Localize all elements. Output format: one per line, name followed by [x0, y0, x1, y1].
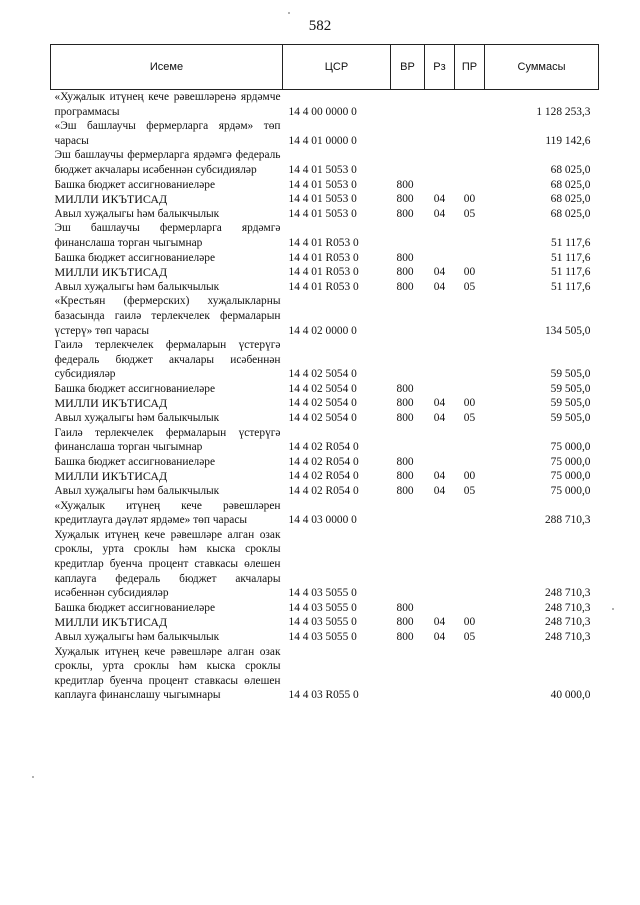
- cell-rz: [425, 499, 455, 528]
- table-row: [51, 615, 599, 630]
- cell-name: Авыл хуҗалыгы һәм балыкчылык: [54, 630, 220, 643]
- cell-vr: 800: [396, 412, 414, 425]
- cell-pr: [455, 455, 485, 470]
- cell-rz: 04: [433, 616, 446, 629]
- cell-name: Хуҗалык итүнең кече рәвешләре алган озак сроклы, урта сроклы һәм кыска сроклы кредитлар буенча процент ставкасы өлешен каплауга финанслашу чыгымнары: [54, 645, 281, 702]
- header-vr: ВР: [391, 45, 425, 90]
- cell-name: Башка бюджет ассигнованиеләре: [54, 178, 216, 191]
- cell-csr: 14 4 01 R053 0: [288, 251, 359, 264]
- cell-sum: 51 117,6: [551, 251, 591, 264]
- cell-pr: 05: [463, 412, 476, 425]
- cell-vr: 800: [396, 397, 414, 410]
- cell-vr: [391, 426, 425, 455]
- cell-csr: 14 4 01 R053 0: [288, 280, 359, 293]
- cell-rz: [425, 601, 455, 616]
- cell-rz: 04: [433, 412, 446, 425]
- cell-sum: 248 710,3: [544, 630, 591, 643]
- cell-csr: 14 4 01 5053 0: [288, 163, 357, 176]
- cell-sum: 75 000,0: [550, 470, 591, 483]
- cell-csr: 14 4 02 R054 0: [288, 485, 359, 498]
- table-row: [51, 484, 599, 499]
- cell-csr: 14 4 03 R055 0: [288, 689, 359, 702]
- scan-speck: [32, 776, 34, 778]
- cell-csr: 14 4 01 R053 0: [288, 236, 359, 249]
- cell-csr: 14 4 02 R054 0: [288, 441, 359, 454]
- cell-rz: 04: [433, 397, 446, 410]
- header-name: Исеме: [51, 45, 283, 90]
- cell-rz: [425, 528, 455, 601]
- cell-rz: [425, 338, 455, 382]
- cell-rz: 04: [433, 207, 446, 220]
- cell-vr: 800: [396, 616, 414, 629]
- cell-sum: 68 025,0: [550, 193, 591, 206]
- scan-speck: [288, 12, 290, 14]
- cell-pr: [455, 90, 485, 120]
- table-row: [51, 192, 599, 207]
- table-header: [51, 45, 599, 90]
- cell-pr: [455, 426, 485, 455]
- cell-csr: 14 4 01 R053 0: [288, 266, 359, 279]
- cell-rz: [425, 426, 455, 455]
- cell-vr: [391, 119, 425, 148]
- cell-sum: 75 000,0: [550, 441, 591, 454]
- table-row: [51, 338, 599, 382]
- cell-vr: 800: [396, 251, 414, 264]
- cell-vr: 800: [396, 280, 414, 293]
- cell-csr: 14 4 03 5055 0: [288, 601, 357, 614]
- cell-rz: [425, 382, 455, 397]
- cell-pr: 05: [463, 207, 476, 220]
- cell-sum: 248 710,3: [544, 616, 591, 629]
- cell-pr: [455, 148, 485, 177]
- cell-rz: [425, 455, 455, 470]
- cell-pr: [455, 499, 485, 528]
- cell-name: Эш башлаучы фермерларга ярдәмгә федераль бюджет акчалары исәбеннән субсидияләр: [54, 149, 281, 176]
- cell-sum: 134 505,0: [544, 324, 591, 337]
- table-row: [51, 411, 599, 426]
- cell-pr: 00: [463, 266, 476, 279]
- cell-name: Башка бюджет ассигнованиеләре: [54, 455, 216, 468]
- cell-vr: [391, 645, 425, 703]
- cell-rz: 04: [433, 630, 446, 643]
- cell-name: МИЛЛИ ИКЪТИСАД: [54, 396, 168, 411]
- table-row: [51, 645, 599, 703]
- cell-pr: 05: [463, 280, 476, 293]
- cell-name: «Крестьян (фермерских) хуҗалыкларны базасында гаилә терлекчелек фермаларын үстерү» төп чарасы: [54, 295, 281, 337]
- cell-vr: 800: [396, 630, 414, 643]
- table-row: [51, 426, 599, 455]
- cell-sum: 75 000,0: [550, 455, 591, 468]
- cell-csr: 14 4 02 5054 0: [288, 397, 357, 410]
- cell-name: Хуҗалык итүнең кече рәвешләре алган озак сроклы, урта сроклы һәм кыска сроклы кредитлар буенча процент ставкасы өлешен каплауга федераль бюджет акчалары исәбеннән субсидияләр: [54, 528, 281, 600]
- cell-vr: 800: [396, 193, 414, 206]
- table-row: [51, 469, 599, 484]
- header-pr: ПР: [455, 45, 485, 90]
- table-row: [51, 455, 599, 470]
- cell-csr: 14 4 03 5055 0: [288, 616, 357, 629]
- cell-rz: 04: [433, 485, 446, 498]
- cell-name: МИЛЛИ ИКЪТИСАД: [54, 192, 168, 207]
- cell-csr: 14 4 03 5055 0: [288, 630, 357, 643]
- cell-csr: 14 4 01 5053 0: [288, 207, 357, 220]
- cell-csr: 14 4 01 5053 0: [288, 178, 357, 191]
- cell-name: МИЛЛИ ИКЪТИСАД: [54, 615, 168, 630]
- cell-name: Башка бюджет ассигнованиеләре: [54, 251, 216, 264]
- cell-name: Авыл хуҗалыгы һәм балыкчылык: [54, 485, 220, 498]
- cell-rz: [425, 645, 455, 703]
- cell-pr: [455, 294, 485, 338]
- cell-pr: [455, 119, 485, 148]
- table-row: [51, 178, 599, 193]
- table-row: [51, 630, 599, 645]
- cell-vr: 800: [396, 601, 414, 614]
- cell-csr: 14 4 01 5053 0: [288, 193, 357, 206]
- cell-csr: 14 4 03 5055 0: [288, 587, 357, 600]
- cell-sum: 59 505,0: [550, 412, 591, 425]
- cell-sum: 248 710,3: [544, 587, 591, 600]
- cell-pr: [455, 338, 485, 382]
- cell-sum: 288 710,3: [544, 514, 591, 527]
- header-row: [51, 45, 599, 90]
- header-rz: Рз: [425, 45, 455, 90]
- scan-speck: [612, 608, 614, 610]
- cell-pr: 00: [463, 470, 476, 483]
- cell-pr: 00: [463, 616, 476, 629]
- cell-vr: 800: [396, 470, 414, 483]
- cell-sum: 59 505,0: [550, 382, 591, 395]
- cell-pr: [455, 251, 485, 266]
- cell-sum: 68 025,0: [550, 207, 591, 220]
- cell-sum: 51 117,6: [551, 236, 591, 249]
- cell-csr: 14 4 02 5054 0: [288, 382, 357, 395]
- header-csr: ЦСР: [283, 45, 391, 90]
- cell-sum: 59 505,0: [550, 368, 591, 381]
- cell-name: Гаилә терлекчелек фермаларын үстерүгә финанслаша торган чыгымнар: [54, 426, 281, 454]
- table-row: [51, 601, 599, 616]
- cell-vr: 800: [396, 207, 414, 220]
- cell-name: Авыл хуҗалыгы һәм балыкчылык: [54, 280, 220, 293]
- cell-pr: [455, 601, 485, 616]
- cell-csr: 14 4 02 5054 0: [288, 412, 357, 425]
- table-row: [51, 294, 599, 338]
- cell-csr: 14 4 02 R054 0: [288, 455, 359, 468]
- cell-name: Авыл хуҗалыгы һәм балыкчылык: [54, 412, 220, 425]
- table-row: [51, 528, 599, 601]
- table-row: [51, 382, 599, 397]
- cell-rz: [425, 119, 455, 148]
- cell-vr: 800: [396, 382, 414, 395]
- cell-sum: 248 710,3: [544, 601, 591, 614]
- table-row: [51, 265, 599, 280]
- cell-name: Эш башлаучы фермерларга ярдәмгә финанслаша торган чыгымнар: [54, 222, 281, 249]
- cell-csr: 14 4 02 0000 0: [288, 324, 357, 337]
- cell-sum: 68 025,0: [550, 178, 591, 191]
- cell-sum: 59 505,0: [550, 397, 591, 410]
- cell-rz: 04: [433, 280, 446, 293]
- cell-csr: 14 4 00 0000 0: [288, 105, 357, 118]
- cell-rz: [425, 178, 455, 193]
- cell-pr: [455, 528, 485, 601]
- cell-vr: [391, 528, 425, 601]
- table-row: [51, 396, 599, 411]
- header-sum: Суммасы: [485, 45, 599, 90]
- cell-vr: [391, 90, 425, 120]
- cell-vr: 800: [396, 455, 414, 468]
- table-row: [51, 280, 599, 295]
- cell-name: «Хуҗалык итүнең кече рәвешләренә ярдәмче программасы: [54, 91, 281, 118]
- cell-pr: [455, 645, 485, 703]
- cell-vr: [391, 499, 425, 528]
- cell-name: МИЛЛИ ИКЪТИСАД: [54, 265, 168, 280]
- cell-sum: 51 117,6: [551, 266, 591, 279]
- cell-rz: [425, 221, 455, 250]
- cell-vr: 800: [396, 485, 414, 498]
- cell-pr: 05: [463, 485, 476, 498]
- cell-csr: 14 4 02 5054 0: [288, 368, 357, 381]
- cell-vr: [391, 294, 425, 338]
- cell-rz: 04: [433, 193, 446, 206]
- cell-pr: [455, 382, 485, 397]
- cell-name: МИЛЛИ ИКЪТИСАД: [54, 469, 168, 484]
- cell-name: Башка бюджет ассигнованиеләре: [54, 601, 216, 614]
- table-row: [51, 119, 599, 148]
- table-row: [51, 90, 599, 120]
- cell-csr: 14 4 01 0000 0: [288, 134, 357, 147]
- cell-pr: 00: [463, 193, 476, 206]
- cell-vr: 800: [396, 266, 414, 279]
- budget-table: [50, 44, 599, 703]
- cell-rz: 04: [433, 470, 446, 483]
- cell-sum: 68 025,0: [550, 163, 591, 176]
- cell-pr: 05: [463, 630, 476, 643]
- page-number: 582: [308, 18, 332, 34]
- cell-name: «Хуҗалык итүнең кече рәвешләрен кредитлауга дәүләт ярдәме» төп чарасы: [54, 499, 281, 527]
- cell-sum: 119 142,6: [545, 134, 591, 147]
- table-row: [51, 221, 599, 250]
- cell-sum: 51 117,6: [551, 280, 591, 293]
- table-body: [51, 90, 599, 703]
- cell-rz: [425, 251, 455, 266]
- cell-csr: 14 4 02 R054 0: [288, 470, 359, 483]
- cell-sum: 75 000,0: [550, 485, 591, 498]
- table-row: [51, 148, 599, 177]
- cell-name: «Эш башлаучы фермерларга ярдәм» төп чарасы: [54, 120, 281, 147]
- cell-rz: [425, 148, 455, 177]
- cell-name: Башка бюджет ассигнованиеләре: [54, 382, 216, 395]
- cell-name: Гаилә терлекчелек фермаларын үстерүгә федераль бюджет акчалары исәбеннән субсидияләр: [54, 339, 281, 381]
- table-row: [51, 207, 599, 222]
- cell-sum: 1 128 253,3: [536, 105, 591, 118]
- cell-name: Авыл хуҗалыгы һәм балыкчылык: [54, 207, 220, 220]
- cell-vr: 800: [396, 178, 414, 191]
- cell-pr: 00: [463, 397, 476, 410]
- cell-pr: [455, 178, 485, 193]
- cell-vr: [391, 148, 425, 177]
- table-row: [51, 499, 599, 528]
- cell-csr: 14 4 03 0000 0: [288, 514, 357, 527]
- cell-vr: [391, 338, 425, 382]
- table-row: [51, 251, 599, 266]
- cell-rz: [425, 90, 455, 120]
- cell-sum: 40 000,0: [550, 689, 591, 702]
- cell-rz: 04: [433, 266, 446, 279]
- cell-vr: [391, 221, 425, 250]
- cell-pr: [455, 221, 485, 250]
- cell-rz: [425, 294, 455, 338]
